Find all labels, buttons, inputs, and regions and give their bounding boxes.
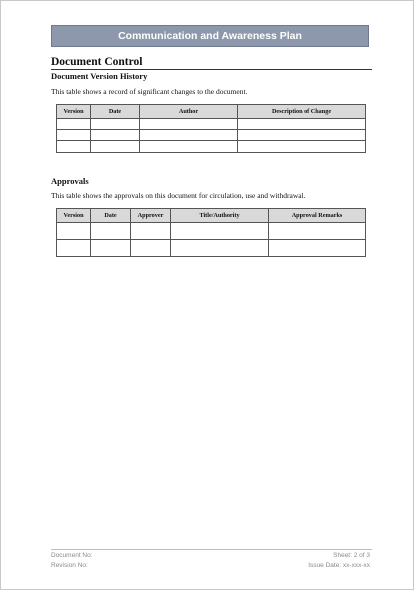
- table-cell[interactable]: [131, 223, 171, 240]
- table-cell[interactable]: [91, 240, 131, 257]
- table-cell[interactable]: [238, 141, 366, 153]
- table-row: [57, 130, 366, 141]
- footer-document-no: Document No:: [51, 552, 93, 559]
- table-cell[interactable]: [140, 119, 238, 130]
- approvals-intro: This table shows the approvals on this document for circulation, use and withdrawal.: [51, 191, 306, 200]
- table-cell[interactable]: [140, 130, 238, 141]
- table-cell[interactable]: [269, 223, 366, 240]
- column-header-title-authority: Title/Authority: [171, 209, 269, 223]
- footer-sheet: Sheet: 2 of 3: [333, 552, 370, 559]
- approvals-table: [56, 208, 366, 257]
- table-row: [57, 223, 366, 240]
- column-header-version: Version: [57, 105, 91, 119]
- column-header-author: Author: [140, 105, 238, 119]
- table-cell[interactable]: [57, 130, 91, 141]
- column-header-date: Date: [91, 209, 131, 223]
- table-cell[interactable]: [171, 223, 269, 240]
- column-header-version: Version: [57, 209, 91, 223]
- table-cell[interactable]: [140, 141, 238, 153]
- footer-issue-date: Issue Date: xx-xxx-xx: [308, 562, 370, 569]
- version-history-table: [56, 104, 366, 153]
- section-heading: Document Control: [51, 56, 372, 70]
- table-row: [57, 141, 366, 153]
- column-header-approver: Approver: [131, 209, 171, 223]
- table-cell[interactable]: [91, 130, 140, 141]
- table-cell[interactable]: [57, 223, 91, 240]
- footer-divider: [51, 549, 372, 550]
- table-row: [57, 119, 366, 130]
- version-history-header-row: [57, 105, 366, 119]
- version-history-intro: This table shows a record of significant changes to the document.: [51, 87, 248, 96]
- table-row: [57, 240, 366, 257]
- table-cell[interactable]: [91, 141, 140, 153]
- table-cell[interactable]: [57, 119, 91, 130]
- table-cell[interactable]: [269, 240, 366, 257]
- footer-revision-no: Revision No:: [51, 562, 88, 569]
- column-header-description: Description of Change: [238, 105, 366, 119]
- column-header-approval-remarks: Approval Remarks: [269, 209, 366, 223]
- table-cell[interactable]: [91, 119, 140, 130]
- column-header-date: Date: [91, 105, 140, 119]
- table-cell[interactable]: [238, 119, 366, 130]
- table-cell[interactable]: [238, 130, 366, 141]
- table-cell[interactable]: [171, 240, 269, 257]
- table-cell[interactable]: [57, 141, 91, 153]
- table-cell[interactable]: [91, 223, 131, 240]
- table-cell[interactable]: [131, 240, 171, 257]
- version-history-heading: Document Version History: [51, 71, 148, 81]
- approvals-heading: Approvals: [51, 176, 89, 186]
- table-cell[interactable]: [57, 240, 91, 257]
- document-title: Communication and Awareness Plan: [51, 25, 369, 47]
- approvals-header-row: [57, 209, 366, 223]
